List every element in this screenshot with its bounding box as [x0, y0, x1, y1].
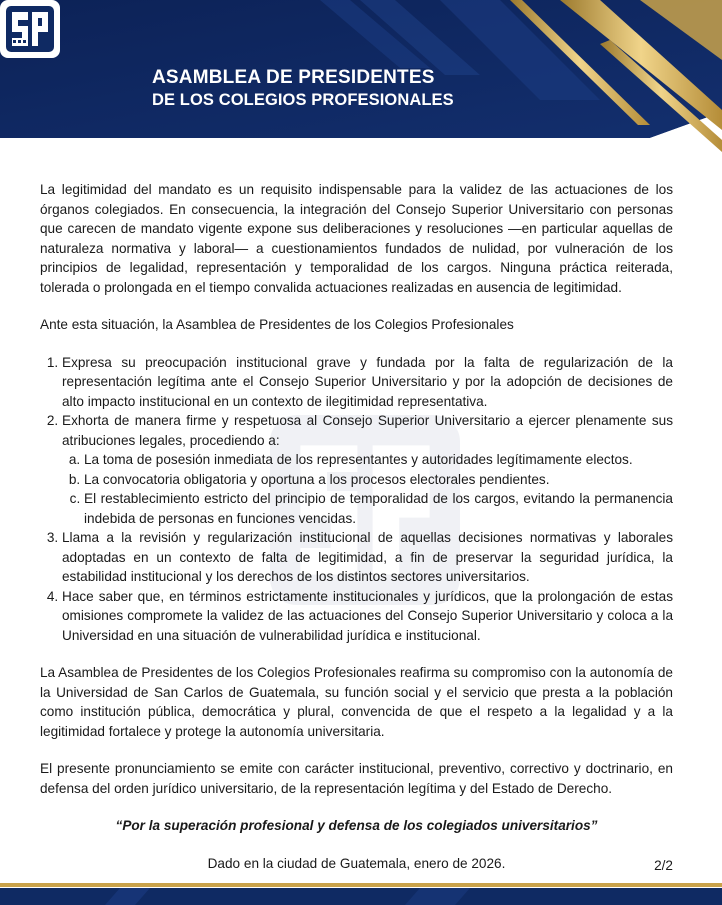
- resolution-item-2: [62, 411, 673, 528]
- paragraph-intro: Ante esta situación, la Asamblea de Presidentes de los Colegios Profesionales: [40, 317, 514, 332]
- date-line: Dado en la ciudad de Guatemala, enero de 2026.: [207, 855, 506, 871]
- paragraph-commitment: La Asamblea de Presidentes de los Colegios Profesionales reafirma su compromiso con la autonomía de la Universidad de San Carlos de Guatemala, su función social y el servicio que presta a la población como institución pública, democrática y plural, convencida de que el respeto a la legalidad y a la legitimidad fortalece y protege la autonomía universitaria.: [40, 665, 673, 739]
- logo-icon: [0, 0, 60, 58]
- resolution-item-text: Llama a la revisión y regularización institucional de aquellas decisiones normativas y laborales adoptadas en un contexto de falta de legitimidad, a fin de preservar la seguridad jurídica, la estabilidad institucional y los derechos de los distintos sectores universitarios.: [62, 530, 673, 584]
- footer-banner: [0, 880, 722, 905]
- resolution-item-text: Hace saber que, en términos estrictamente institucionales y jurídicos, que la prolongación de estas omisiones compromete la validez de las actuaciones del Consejo Superior Universitario y coloca a la Universidad en una situación de vulnerabilidad jurídica e institucional.: [62, 588, 673, 643]
- paragraph-legitimacy: La legitimidad del mandato es un requisito indispensable para la validez de las actuaciones de los órganos colegiados. En consecuencia, la integración del Consejo Superior Universitario con personas que carecen de mandato vigente expone sus deliberaciones y resoluciones —en particular aquellas de naturaleza normativa y laboral— a cuestionamientos fundados de nulidad, por vulneración de los principios de legalidad, representación y temporalidad de los cargos. Ninguna práctica reiterada, tolerada o prolongada en el tiempo convalida actuaciones realizadas en ausencia de legitimidad.: [40, 182, 673, 295]
- org-name-line2: DE LOS COLEGIOS PROFESIONALES: [152, 91, 454, 109]
- resolution-item-4: [62, 587, 673, 646]
- motto: “Por la superación profesional y defensa de los colegiados universitarios”: [115, 818, 598, 833]
- sub-item-b: b. La convocatoria obligatoria y oportuna a los procesos electorales pendientes.: [84, 470, 673, 490]
- header-banner: [0, 0, 722, 152]
- resolution-list: [40, 353, 673, 646]
- document-body: [40, 180, 673, 873]
- sub-item-c: c. El restablecimiento estricto del principio de temporalidad de los cargos, evitando la permanencia indebida de personas en funciones vencidas.: [84, 489, 673, 528]
- resolution-item-text: Expresa su preocupación institucional grave y fundada por la falta de regularización de la representación legítima ante el Consejo Superior Universitario y por la adopción de decisiones de alto impacto institucional en un contexto de ilegitimidad representativa.: [62, 354, 673, 409]
- resolution-item-1: [62, 353, 673, 412]
- sub-list: [62, 450, 673, 528]
- page-number: 2/2: [654, 858, 673, 873]
- resolution-item-text: Exhorta de manera firme y respetuosa al Consejo Superior Universitario a ejercer plenamente sus atribuciones legales, procediendo a:: [62, 413, 673, 448]
- organization-name: [152, 67, 454, 111]
- resolution-item-3: [62, 528, 673, 587]
- org-name-line1: ASAMBLEA DE PRESIDENTES: [152, 67, 435, 88]
- sub-item-a: a. La toma de posesión inmediata de los representantes y autoridades legítimamente electos.: [84, 450, 673, 470]
- paragraph-pronouncement: El presente pronunciamiento se emite con carácter institucional, preventivo, correctivo y doctrinario, en defensa del orden jurídico universitario, de la representación legítima y del Estado de Derecho.: [40, 761, 673, 796]
